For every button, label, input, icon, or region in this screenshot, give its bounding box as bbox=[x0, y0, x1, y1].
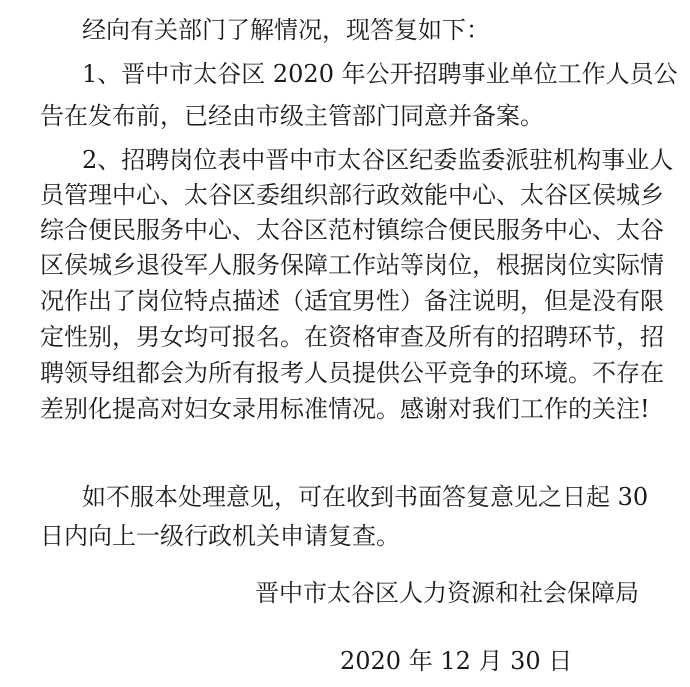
item-1-line-2: 告在发布前，已经由市级主管部门同意并备案。 bbox=[40, 102, 544, 130]
item-2-line-4: 区侯城乡退役军人服务保障工作站等岗位，根据岗位实际情 bbox=[40, 251, 664, 279]
appeal-line-1: 如不服本处理意见，可在收到书面答复意见之日起 30 bbox=[82, 483, 649, 511]
signature-org: 晋中市太谷区人力资源和社会保障局 bbox=[255, 579, 639, 607]
appeal-line-2: 日内向上一级行政机关申请复查。 bbox=[40, 522, 400, 550]
item-2-line-5: 况作出了岗位特点描述（适宜男性）备注说明，但是没有限 bbox=[40, 287, 664, 315]
item-1-line-1: 1、晋中市太谷区 2020 年公开招聘事业单位工作人员公 bbox=[82, 60, 678, 88]
item-2-line-3: 综合便民服务中心、太谷区范村镇综合便民服务中心、太谷 bbox=[40, 216, 664, 244]
date: 2020 年 12 月 30 日 bbox=[340, 647, 573, 675]
item-2-line-6: 定性别，男女均可报名。在资格审查及所有的招聘环节，招 bbox=[40, 323, 664, 351]
item-2-line-2: 员管理中心、太谷区委组织部行政效能中心、太谷区侯城乡 bbox=[40, 181, 664, 209]
intro-line: 经向有关部门了解情况，现答复如下： bbox=[82, 16, 490, 44]
item-2-line-7: 聘领导组都会为所有报考人员提供公平竞争的环境。不存在 bbox=[40, 359, 664, 387]
item-2-line-1: 2、招聘岗位表中晋中市太谷区纪委监委派驻机构事业人 bbox=[82, 146, 674, 174]
item-2-line-8: 差别化提高对妇女录用标准情况。感谢对我们工作的关注! bbox=[40, 395, 650, 423]
